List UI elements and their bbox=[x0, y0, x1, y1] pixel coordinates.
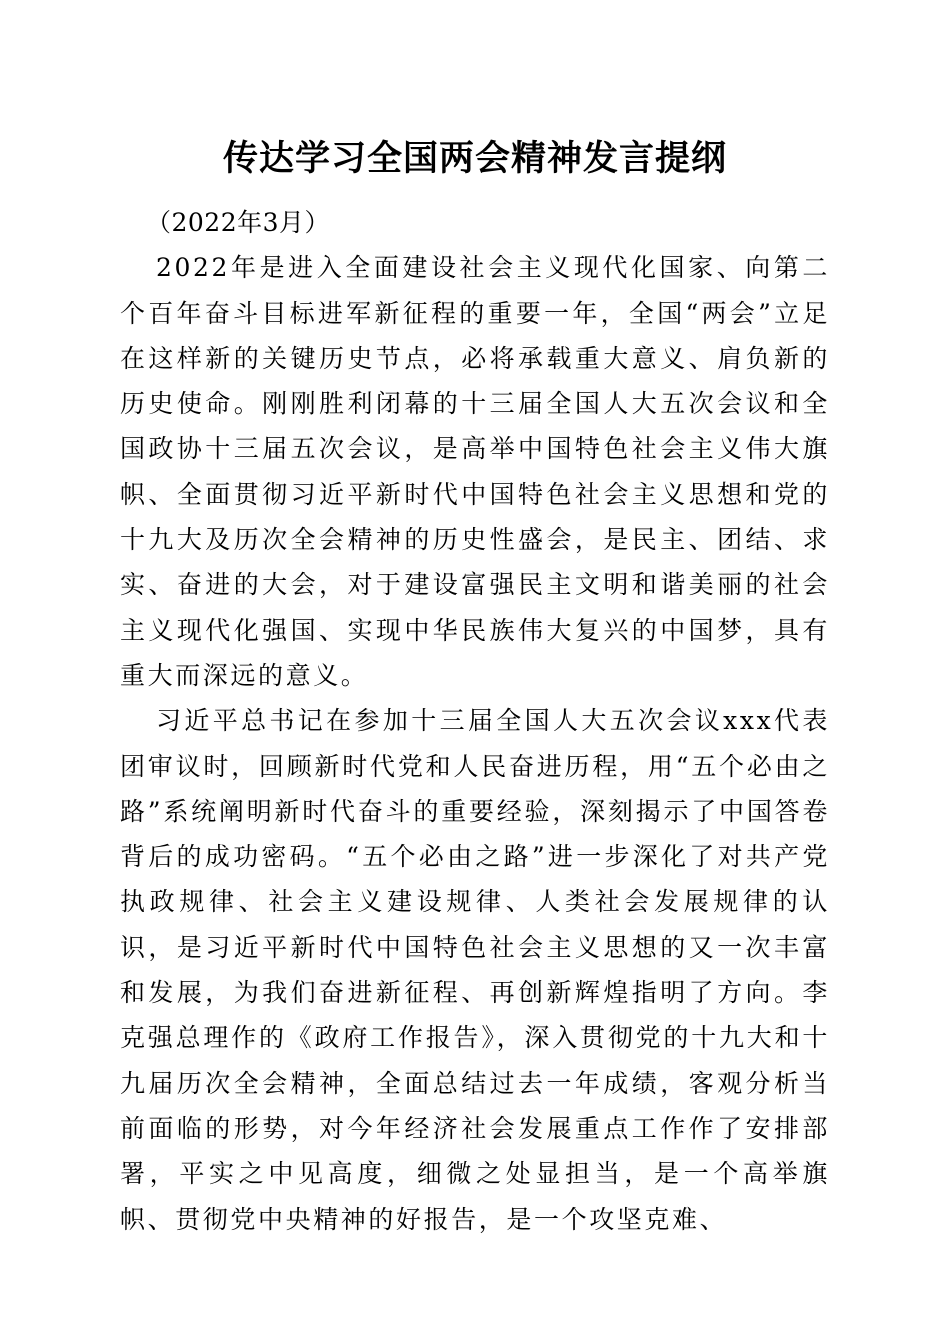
document-body bbox=[120, 200, 830, 1242]
document-date: （2022年3月） bbox=[146, 208, 331, 237]
body-paragraph: 2022年是进入全面建设社会主义现代化国家、向第二个百年奋斗目标进军新征程的重要一年，全国“两会”立足在这样新的关键历史节点，必将承载重大意义、肩负新的历史使命。刚刚胜利闭幕的十三届全国人大五次会议和全国政协十三届五次会议，是高举中国特色社会主义伟大旗帜、全面贯彻习近平新时代中国特色社会主义思想和党的十九大及历次全会精神的历史性盛会，是民主、团结、求实、奋进的大会，对于建设富强民主文明和谐美丽的社会主义现代化强国、实现中华民族伟大复兴的中国梦，具有重大而深远的意义。 bbox=[120, 253, 830, 690]
body-paragraph: 习近平总书记在参加十三届全国人大五次会议xxx代表团审议时，回顾新时代党和人民奋进历程，用“五个必由之路”系统阐明新时代奋斗的重要经验，深刻揭示了中国答卷背后的成功密码。“五个必由之路”进一步深化了对共产党执政规律、社会主义建设规律、人类社会发展规律的认识，是习近平新时代中国特色社会主义思想的又一次丰富和发展，为我们奋进新征程、再创新辉煌指明了方向。李克强总理作的《政府工作报告》，深入贯彻党的十九大和十九届历次全会精神，全面总结过去一年成绩，客观分析当前面临的形势，对今年经济社会发展重点工作作了安排部署，平实之中见高度，细微之处显担当，是一个高举旗帜、贯彻党中央精神的好报告，是一个攻坚克难、 bbox=[120, 706, 830, 1234]
document-title: 传达学习全国两会精神发言提纲 bbox=[222, 138, 727, 179]
